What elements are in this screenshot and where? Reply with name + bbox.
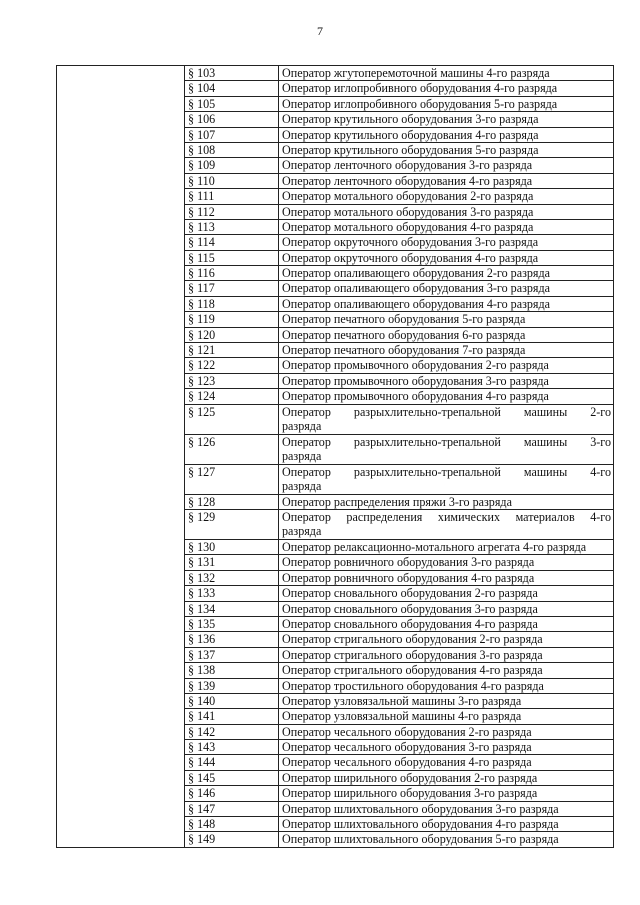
section-number-cell bbox=[185, 281, 279, 296]
profession-name: Оператор шлихтовального оборудования 5-го разряда bbox=[282, 832, 559, 847]
section-number-cell bbox=[185, 464, 279, 494]
section-number-cell bbox=[185, 555, 279, 570]
profession-name-cell bbox=[279, 204, 614, 219]
profession-name-cell bbox=[279, 112, 614, 127]
section-number-cell bbox=[185, 770, 279, 785]
profession-name-line-2: разряда bbox=[282, 523, 322, 538]
section-number: § 127 bbox=[188, 464, 216, 479]
section-number-cell bbox=[185, 801, 279, 816]
section-number: § 136 bbox=[188, 632, 216, 647]
profession-name: Оператор печатного оборудования 7-го разряда bbox=[282, 343, 526, 358]
profession-name: Оператор промывочного оборудования 4-го разряда bbox=[282, 389, 549, 404]
profession-name-line-1: Оператор распределения химических материалов 4-го bbox=[282, 509, 611, 524]
section-number-cell bbox=[185, 235, 279, 250]
section-number: § 135 bbox=[188, 616, 216, 631]
section-number-cell bbox=[185, 358, 279, 373]
section-number-cell bbox=[185, 570, 279, 585]
profession-name-cell bbox=[279, 66, 614, 81]
section-number: § 148 bbox=[188, 817, 216, 832]
profession-name-cell bbox=[279, 358, 614, 373]
profession-name-cell bbox=[279, 740, 614, 755]
profession-name-cell bbox=[279, 142, 614, 157]
profession-name-cell bbox=[279, 389, 614, 404]
profession-name-line-1: Оператор разрыхлительно-трепальной машины 2-го bbox=[282, 404, 611, 419]
section-number: § 145 bbox=[188, 770, 216, 785]
section-number-cell bbox=[185, 494, 279, 509]
profession-name-cell bbox=[279, 709, 614, 724]
profession-name-cell bbox=[279, 616, 614, 631]
section-number-cell bbox=[185, 740, 279, 755]
profession-name-cell bbox=[279, 632, 614, 647]
profession-name: Оператор стригального оборудования 2-го разряда bbox=[282, 632, 543, 647]
profession-name-cell bbox=[279, 250, 614, 265]
profession-name: Оператор печатного оборудования 5-го разряда bbox=[282, 312, 526, 327]
section-number-cell bbox=[185, 709, 279, 724]
section-number: § 111 bbox=[188, 189, 215, 204]
profession-name-cell bbox=[279, 266, 614, 281]
profession-name: Оператор крутильного оборудования 3-го разряда bbox=[282, 112, 539, 127]
section-number: § 147 bbox=[188, 801, 216, 816]
section-number: § 130 bbox=[188, 539, 216, 554]
profession-name-line-2: разряда bbox=[282, 418, 322, 433]
section-number: § 138 bbox=[188, 663, 216, 678]
section-number: § 110 bbox=[188, 173, 215, 188]
section-number: § 149 bbox=[188, 832, 216, 847]
section-number-cell bbox=[185, 296, 279, 311]
profession-name-cell bbox=[279, 281, 614, 296]
section-number-cell bbox=[185, 250, 279, 265]
profession-name-cell bbox=[279, 601, 614, 616]
profession-name: Оператор мотального оборудования 3-го разряда bbox=[282, 204, 534, 219]
profession-name: Оператор иглопробивного оборудования 4-го разряда bbox=[282, 81, 558, 96]
section-number-cell bbox=[185, 817, 279, 832]
section-number-cell bbox=[185, 312, 279, 327]
profession-table bbox=[56, 65, 614, 848]
profession-name: Оператор стригального оборудования 4-го разряда bbox=[282, 663, 543, 678]
section-number-cell bbox=[185, 142, 279, 157]
profession-name: Оператор промывочного оборудования 2-го разряда bbox=[282, 358, 549, 373]
section-number-cell bbox=[185, 786, 279, 801]
section-number-cell bbox=[185, 373, 279, 388]
section-number-cell bbox=[185, 343, 279, 358]
section-number: § 128 bbox=[188, 494, 216, 509]
profession-name: Оператор окруточного оборудования 3-го разряда bbox=[282, 235, 539, 250]
section-number-cell bbox=[185, 112, 279, 127]
table-row bbox=[57, 66, 614, 81]
profession-name: Оператор чесального оборудования 4-го разряда bbox=[282, 755, 532, 770]
profession-name-cell bbox=[279, 724, 614, 739]
profession-name-cell bbox=[279, 647, 614, 662]
section-number-cell bbox=[185, 327, 279, 342]
section-number-cell bbox=[185, 389, 279, 404]
profession-name-cell bbox=[279, 464, 614, 494]
section-number: § 122 bbox=[188, 358, 216, 373]
profession-name-cell bbox=[279, 296, 614, 311]
profession-name-cell bbox=[279, 158, 614, 173]
section-number: § 143 bbox=[188, 740, 216, 755]
section-number: § 104 bbox=[188, 81, 216, 96]
section-number-cell bbox=[185, 219, 279, 234]
profession-name-cell bbox=[279, 832, 614, 847]
profession-name: Оператор мотального оборудования 4-го разряда bbox=[282, 219, 534, 234]
profession-name-cell bbox=[279, 96, 614, 111]
profession-name: Оператор опаливающего оборудования 3-го разряда bbox=[282, 281, 550, 296]
section-number-cell bbox=[185, 647, 279, 662]
section-number-cell bbox=[185, 127, 279, 142]
profession-name: Оператор ширильного оборудования 3-го разряда bbox=[282, 786, 538, 801]
profession-name: Оператор крутильного оборудования 5-го разряда bbox=[282, 142, 539, 157]
profession-name-cell bbox=[279, 509, 614, 539]
section-number: § 140 bbox=[188, 693, 216, 708]
section-number-cell bbox=[185, 693, 279, 708]
section-number: § 114 bbox=[188, 235, 215, 250]
profession-name: Оператор ровничного оборудования 4-го разряда bbox=[282, 570, 535, 585]
section-number-cell bbox=[185, 189, 279, 204]
profession-name: Оператор иглопробивного оборудования 5-го разряда bbox=[282, 96, 558, 111]
profession-name-cell bbox=[279, 404, 614, 434]
profession-name-cell bbox=[279, 755, 614, 770]
profession-name-line-2: разряда bbox=[282, 448, 322, 463]
profession-name: Оператор шлихтовального оборудования 4-го разряда bbox=[282, 817, 559, 832]
profession-name-cell bbox=[279, 373, 614, 388]
empty-left-column bbox=[57, 66, 185, 848]
section-number-cell bbox=[185, 173, 279, 188]
profession-name-cell bbox=[279, 494, 614, 509]
section-number-cell bbox=[185, 434, 279, 464]
profession-name-cell bbox=[279, 173, 614, 188]
profession-name-cell bbox=[279, 235, 614, 250]
profession-name-cell bbox=[279, 312, 614, 327]
profession-name: Оператор релаксационно-мотального агрегата 4-го разряда bbox=[282, 539, 587, 554]
section-number-cell bbox=[185, 755, 279, 770]
section-number-cell bbox=[185, 616, 279, 631]
profession-name-cell bbox=[279, 327, 614, 342]
section-number: § 139 bbox=[188, 678, 216, 693]
profession-name-cell bbox=[279, 678, 614, 693]
section-number: § 106 bbox=[188, 112, 216, 127]
profession-name: Оператор опаливающего оборудования 2-го разряда bbox=[282, 266, 550, 281]
profession-name: Оператор сновального оборудования 2-го разряда bbox=[282, 586, 538, 601]
section-number: § 141 bbox=[188, 709, 216, 724]
profession-name: Оператор сновального оборудования 3-го разряда bbox=[282, 601, 538, 616]
section-number-cell bbox=[185, 586, 279, 601]
profession-name-cell bbox=[279, 786, 614, 801]
profession-name: Оператор окруточного оборудования 4-го разряда bbox=[282, 250, 539, 265]
profession-name: Оператор стригального оборудования 3-го разряда bbox=[282, 647, 543, 662]
section-number-cell bbox=[185, 632, 279, 647]
section-number: § 109 bbox=[188, 158, 216, 173]
profession-name-line-2: разряда bbox=[282, 478, 322, 493]
profession-name-line-1: Оператор разрыхлительно-трепальной машины 3-го bbox=[282, 434, 611, 449]
profession-name-cell bbox=[279, 539, 614, 554]
section-number: § 120 bbox=[188, 327, 216, 342]
profession-name-cell bbox=[279, 189, 614, 204]
section-number: § 126 bbox=[188, 434, 216, 449]
section-number-cell bbox=[185, 601, 279, 616]
section-number-cell bbox=[185, 81, 279, 96]
section-number: § 146 bbox=[188, 786, 216, 801]
section-number: § 115 bbox=[188, 250, 215, 265]
profession-name: Оператор печатного оборудования 6-го разряда bbox=[282, 327, 526, 342]
section-number-cell bbox=[185, 678, 279, 693]
section-number: § 131 bbox=[188, 555, 216, 570]
profession-name-cell bbox=[279, 693, 614, 708]
profession-name: Оператор тростильного оборудования 4-го разряда bbox=[282, 678, 544, 693]
section-number-cell bbox=[185, 724, 279, 739]
section-number: § 113 bbox=[188, 219, 215, 234]
profession-name-cell bbox=[279, 434, 614, 464]
profession-name-cell bbox=[279, 770, 614, 785]
section-number: § 105 bbox=[188, 96, 216, 111]
section-number: § 129 bbox=[188, 509, 216, 524]
profession-name-cell bbox=[279, 817, 614, 832]
section-number-cell bbox=[185, 158, 279, 173]
section-number-cell bbox=[185, 404, 279, 434]
profession-name-cell bbox=[279, 663, 614, 678]
profession-name-cell bbox=[279, 219, 614, 234]
section-number-cell bbox=[185, 663, 279, 678]
profession-name-cell bbox=[279, 586, 614, 601]
section-number: § 118 bbox=[188, 296, 215, 311]
profession-name: Оператор опаливающего оборудования 4-го разряда bbox=[282, 296, 550, 311]
profession-name: Оператор крутильного оборудования 4-го разряда bbox=[282, 127, 539, 142]
section-number: § 107 bbox=[188, 127, 216, 142]
section-number: § 144 bbox=[188, 755, 216, 770]
profession-name-cell bbox=[279, 81, 614, 96]
profession-name: Оператор ленточного оборудования 4-го разряда bbox=[282, 173, 533, 188]
section-number-cell bbox=[185, 96, 279, 111]
page-number: 7 bbox=[317, 24, 323, 38]
section-number: § 125 bbox=[188, 404, 216, 419]
table-body bbox=[57, 66, 614, 848]
profession-name: Оператор распределения пряжи 3-го разряда bbox=[282, 494, 512, 509]
section-number: § 112 bbox=[188, 204, 215, 219]
profession-name-cell bbox=[279, 555, 614, 570]
section-number: § 121 bbox=[188, 343, 216, 358]
profession-name-cell bbox=[279, 127, 614, 142]
section-number-cell bbox=[185, 66, 279, 81]
section-number: § 119 bbox=[188, 312, 215, 327]
section-number-cell bbox=[185, 509, 279, 539]
profession-name: Оператор мотального оборудования 2-го разряда bbox=[282, 189, 534, 204]
section-number-cell bbox=[185, 266, 279, 281]
section-number: § 124 bbox=[188, 389, 216, 404]
profession-name-cell bbox=[279, 343, 614, 358]
section-number: § 132 bbox=[188, 570, 216, 585]
profession-name: Оператор чесального оборудования 2-го разряда bbox=[282, 724, 532, 739]
section-number: § 103 bbox=[188, 66, 216, 80]
section-number: § 142 bbox=[188, 724, 216, 739]
section-number: § 134 bbox=[188, 601, 216, 616]
profession-name: Оператор ширильного оборудования 2-го разряда bbox=[282, 770, 538, 785]
profession-name: Оператор жгутоперемоточной машины 4-го разряда bbox=[282, 66, 550, 80]
profession-name: Оператор узловязальной машины 4-го разряда bbox=[282, 709, 522, 724]
section-number: § 108 bbox=[188, 142, 216, 157]
section-number-cell bbox=[185, 204, 279, 219]
section-number: § 116 bbox=[188, 266, 215, 281]
profession-name: Оператор ровничного оборудования 3-го разряда bbox=[282, 555, 535, 570]
profession-name: Оператор чесального оборудования 3-го разряда bbox=[282, 740, 532, 755]
profession-name-cell bbox=[279, 570, 614, 585]
profession-name-line-1: Оператор разрыхлительно-трепальной машины 4-го bbox=[282, 464, 611, 479]
section-number: § 123 bbox=[188, 373, 216, 388]
profession-name: Оператор узловязальной машины 3-го разряда bbox=[282, 693, 522, 708]
profession-name: Оператор промывочного оборудования 3-го разряда bbox=[282, 373, 549, 388]
section-number-cell bbox=[185, 832, 279, 847]
profession-name: Оператор сновального оборудования 4-го разряда bbox=[282, 616, 538, 631]
profession-name: Оператор ленточного оборудования 3-го разряда bbox=[282, 158, 533, 173]
profession-name: Оператор шлихтовального оборудования 3-го разряда bbox=[282, 801, 559, 816]
section-number: § 133 bbox=[188, 586, 216, 601]
profession-name-cell bbox=[279, 801, 614, 816]
section-number: § 117 bbox=[188, 281, 215, 296]
section-number-cell bbox=[185, 539, 279, 554]
section-number: § 137 bbox=[188, 647, 216, 662]
